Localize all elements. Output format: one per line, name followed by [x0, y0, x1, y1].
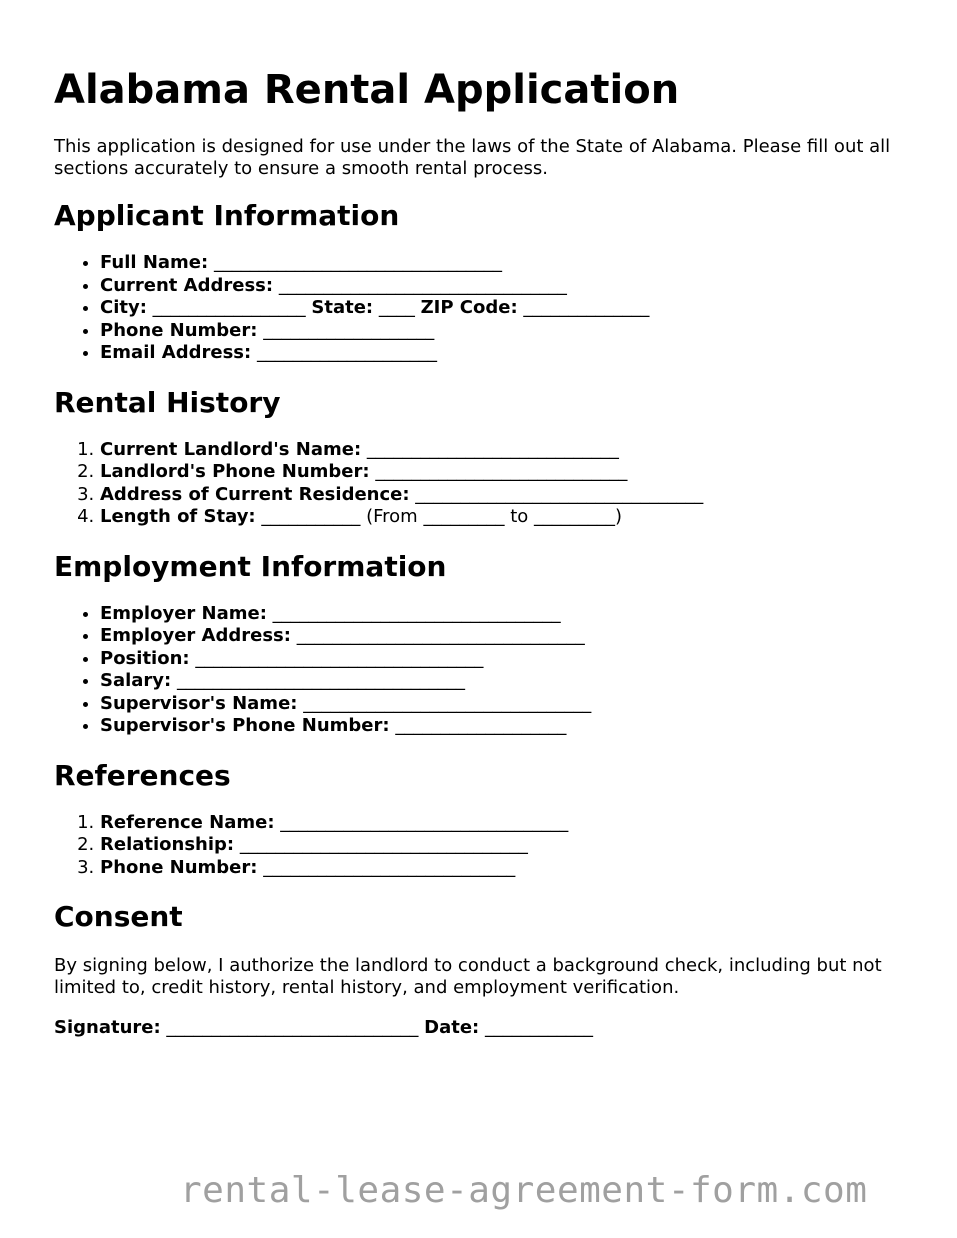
city-label: City:	[100, 297, 147, 318]
employer-address-blank[interactable]: ________________________________	[296, 625, 585, 646]
employer-name-label: Employer Name:	[100, 602, 267, 624]
page-title: Alabama Rental Application	[54, 67, 680, 113]
full-name-blank[interactable]: ________________________________	[213, 252, 502, 273]
from-text: (From	[366, 506, 418, 527]
city-blank[interactable]: _________________	[152, 297, 306, 318]
employer-address-label: Employer Address:	[100, 625, 291, 646]
salary-blank[interactable]: ________________________________	[176, 670, 465, 691]
section-heading-rental-history: Rental History	[54, 385, 281, 419]
to-text: to	[510, 506, 529, 527]
field-email-address	[100, 342, 904, 365]
field-employer-address	[100, 625, 904, 648]
supervisor-name-blank[interactable]: ________________________________	[303, 692, 592, 714]
field-supervisor-name	[100, 693, 904, 716]
field-reference-phone	[100, 857, 904, 880]
position-blank[interactable]: ________________________________	[195, 647, 484, 669]
supervisor-phone-label: Supervisor's Phone Number:	[100, 715, 390, 736]
field-city-state-zip	[100, 297, 904, 320]
watermark: rental-lease-agreement-form.com	[180, 1170, 868, 1211]
section-heading-applicant: Applicant Information	[54, 199, 400, 232]
phone-number-label: Phone Number:	[100, 319, 258, 341]
intro-paragraph: This application is designed for use under the laws of the State of Alabama. Please fill out all sections accurately to ensure a smooth rental process.	[54, 136, 891, 179]
employment-fields-list	[54, 603, 904, 738]
reference-name-blank[interactable]: ________________________________	[280, 811, 569, 833]
signature-line	[54, 1017, 904, 1039]
residence-address-blank[interactable]: ________________________________	[415, 483, 704, 505]
landlord-name-label: Current Landlord's Name:	[100, 438, 362, 460]
email-address-label: Email Address:	[100, 342, 252, 363]
date-blank[interactable]: ____________	[485, 1017, 593, 1038]
document-page	[54, 62, 904, 1039]
field-landlord-name	[100, 439, 904, 462]
landlord-phone-label: Landlord's Phone Number:	[100, 461, 370, 482]
state-blank[interactable]: ____	[378, 297, 415, 318]
consent-paragraph: By signing below, I authorize the landlord to conduct a background check, including but not limited to, credit history, rental history, and employment verification.	[54, 955, 882, 998]
field-landlord-phone	[100, 461, 904, 484]
field-position	[100, 648, 904, 671]
reference-name-label: Reference Name:	[100, 811, 275, 833]
references-list	[54, 812, 904, 880]
field-length-of-stay	[100, 506, 904, 529]
field-supervisor-phone	[100, 715, 904, 738]
position-label: Position:	[100, 647, 190, 669]
residence-address-label: Address of Current Residence:	[100, 483, 410, 505]
field-phone-number	[100, 320, 904, 343]
relationship-blank[interactable]: ________________________________	[239, 834, 528, 855]
to-blank[interactable]: _________)	[534, 506, 623, 527]
field-salary	[100, 670, 904, 693]
landlord-phone-blank[interactable]: ____________________________	[375, 461, 628, 482]
relationship-label: Relationship:	[100, 834, 235, 855]
length-of-stay-blank[interactable]: ___________	[261, 506, 361, 527]
section-heading-references: References	[54, 758, 231, 792]
signature-label: Signature:	[54, 1017, 161, 1038]
field-residence-address	[100, 484, 904, 507]
field-full-name	[100, 252, 904, 275]
state-label: State:	[311, 297, 374, 318]
email-address-blank[interactable]: ____________________	[256, 342, 437, 363]
supervisor-name-label: Supervisor's Name:	[100, 692, 298, 714]
from-blank[interactable]: _________	[423, 506, 505, 527]
signature-blank[interactable]: ____________________________	[166, 1017, 419, 1038]
reference-phone-label: Phone Number:	[100, 856, 258, 878]
field-employer-name	[100, 603, 904, 626]
salary-label: Salary:	[100, 670, 172, 691]
field-reference-name	[100, 812, 904, 835]
field-current-address	[100, 275, 904, 298]
rental-history-list	[54, 439, 904, 529]
zip-label: ZIP Code:	[420, 297, 518, 318]
section-heading-employment: Employment Information	[54, 549, 447, 583]
landlord-name-blank[interactable]: ____________________________	[366, 438, 619, 460]
length-of-stay-label: Length of Stay:	[100, 506, 256, 527]
applicant-fields-list	[54, 252, 904, 365]
supervisor-phone-blank[interactable]: ___________________	[395, 715, 567, 736]
employer-name-blank[interactable]: ________________________________	[272, 602, 561, 624]
section-heading-consent: Consent	[54, 900, 183, 933]
phone-number-blank[interactable]: ___________________	[263, 319, 435, 341]
date-label: Date:	[424, 1017, 480, 1038]
field-relationship	[100, 834, 904, 857]
current-address-label: Current Address:	[100, 274, 274, 296]
reference-phone-blank[interactable]: ____________________________	[263, 856, 516, 878]
current-address-blank[interactable]: ________________________________	[278, 274, 567, 296]
full-name-label: Full Name:	[100, 252, 209, 273]
zip-blank[interactable]: ______________	[523, 297, 650, 318]
